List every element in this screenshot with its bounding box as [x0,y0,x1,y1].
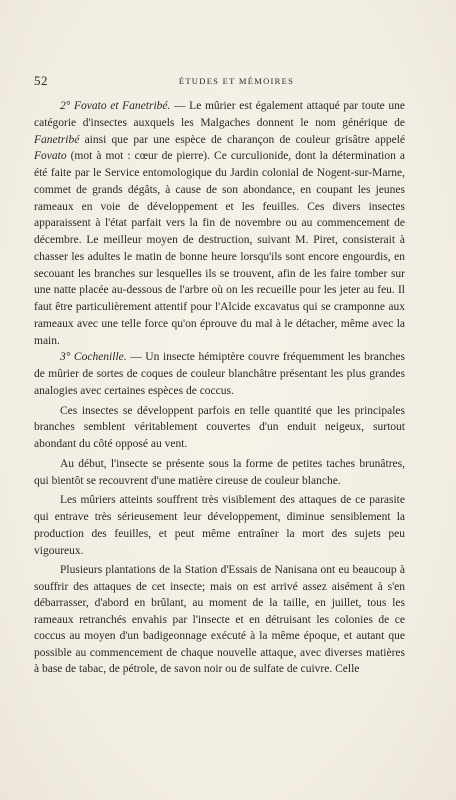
paragraph-text: — Un insecte hémiptère couvre fréquemment les branches de mûrier de sortes de coques de couleur blanchâtre présentant les plus grandes analogies avec certaines espèces de coccus. [34,351,406,397]
section-label-cochenille: 3° Cochenille. [60,351,127,364]
paragraph-early-stage: Au début, l'insecte se présente sous la forme de petites taches brunâtres, qui bientôt se recouvrent d'une matière cireuse de couleur blanche. [34,457,405,487]
page-header [34,74,423,88]
running-title: ÉTUDES ET MÉMOIRES [178,76,295,86]
section-label-fovato: 2° Fovato et Fanetribé. [60,100,171,112]
paragraph-insect-development: Ces insectes se développent parfois en telle quantité que les principales branches semblent véritablement couvertes d'un enduit neigeux, surtout abondant du côté opposé au vent. [34,404,405,450]
term-fanetribe: Fanetribé [34,133,80,146]
term-fovato: Fovato [34,150,67,163]
paragraph-nanisana: Plusieurs plantations de la Station d'Essais de Nanisana ont eu beaucoup à souffrir des attaques de cet insecte; mais on est arrivé assez aisément à s'en débarrasser, d'abord en brûlant, au moment de la taille, en juillet, tous les rameaux retranchés envahis par l'insecte et en détruisant les colonies de ce coccus au moyen d'un badigeonnage exécuté à la même époque, et autant que possible au commencement de chaque nouvelle attaque, avec diverses matières à base de tabac, de pétrole, de savon noir ou de sulfate de cuivre. Celle [34,564,405,676]
paragraph-text: (mot à mot : cœur de pierre). Ce curculionide, dont la détermination a été faite par le Service entomologique du Jardin colonial de Nogent-sur-Marne, commet de grands dégâts, à cause de son abondance, en coupant les jeunes rameaux en voie de développement et les feuilles. Ces divers insectes apparaissent à l'état parfait vers la fin de novembre ou au commencement de décembre. Le meilleur moyen de destruction, suivant M. Piret, consisterait à chasser les adultes le matin de bonne heure lorsqu'ils sont encore engourdis, en secouant les branches sur lesquelles ils se trouvent, afin de les faire tomber sur une natte placée au-dessous de l'arbre où on les recueille pour les jeter au feu. Il faut être particulièrement attentif pour l'Alcide excavatus qui se cramponne aux rameaux avec une telle force qu'on éprouve du mal à le détacher, même avec la main. [34,150,405,347]
paragraph-fovato [34,98,405,349]
page-number: 52 [34,73,48,88]
paragraph-text: ainsi que par une espèce de charançon de couleur grisâtre appelé [79,133,405,146]
paragraph-cochenille [34,349,405,399]
paragraph-damage: Les mûriers atteints souffrent très visiblement des attaques de ce parasite qui entrave très sérieusement leur développement, diminue sensiblement la production des feuilles, et peut même entraîner la mort des sujets peu vigoureux. [34,494,405,557]
paragraph-text: — Le mûrier est également attaqué par toute une catégorie d'insectes auxquels les Malgaches donnent le nom générique de [34,100,405,129]
body-text [34,98,405,678]
